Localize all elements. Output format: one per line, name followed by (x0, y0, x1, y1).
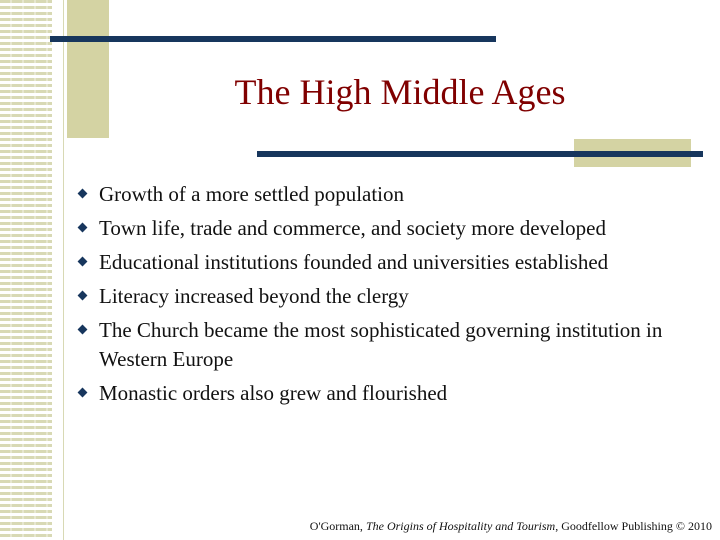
bullet-text: Educational institutions founded and universities established (99, 250, 609, 274)
title-bar-bottom (257, 151, 703, 157)
bullet-text: The Church became the most sophisticated governing institution in Western Europe (99, 318, 663, 371)
diamond-bullet-icon (78, 388, 88, 398)
accent-block-top (67, 0, 109, 138)
slide-title: The High Middle Ages (234, 72, 566, 112)
footer-publisher: , Goodfellow Publishing © 2010 (555, 519, 712, 533)
striped-margin-decoration (0, 0, 52, 540)
footer-author: O'Gorman, (309, 519, 366, 533)
title-bar-top (50, 36, 496, 42)
footer-book-title: The Origins of Hospitality and Tourism (365, 519, 556, 533)
bullet-item (76, 316, 706, 374)
diamond-bullet-icon (78, 257, 88, 267)
diamond-bullet-icon (78, 291, 88, 301)
citation-footer (310, 519, 712, 534)
bullet-text: Growth of a more settled population (99, 182, 405, 206)
bullet-item (76, 379, 706, 408)
bullet-text: Monastic orders also grew and flourished (99, 381, 448, 405)
bullet-item (76, 180, 706, 209)
bullet-text: Town life, trade and commerce, and society more developed (99, 216, 606, 240)
bullet-item (76, 248, 706, 277)
bullet-item (76, 282, 706, 311)
bullet-list (76, 180, 706, 413)
diamond-bullet-icon (78, 223, 88, 233)
bullet-text: Literacy increased beyond the clergy (99, 284, 409, 308)
diamond-bullet-icon (78, 189, 88, 199)
margin-divider-line (63, 0, 64, 540)
diamond-bullet-icon (78, 325, 88, 335)
bullet-item (76, 214, 706, 243)
